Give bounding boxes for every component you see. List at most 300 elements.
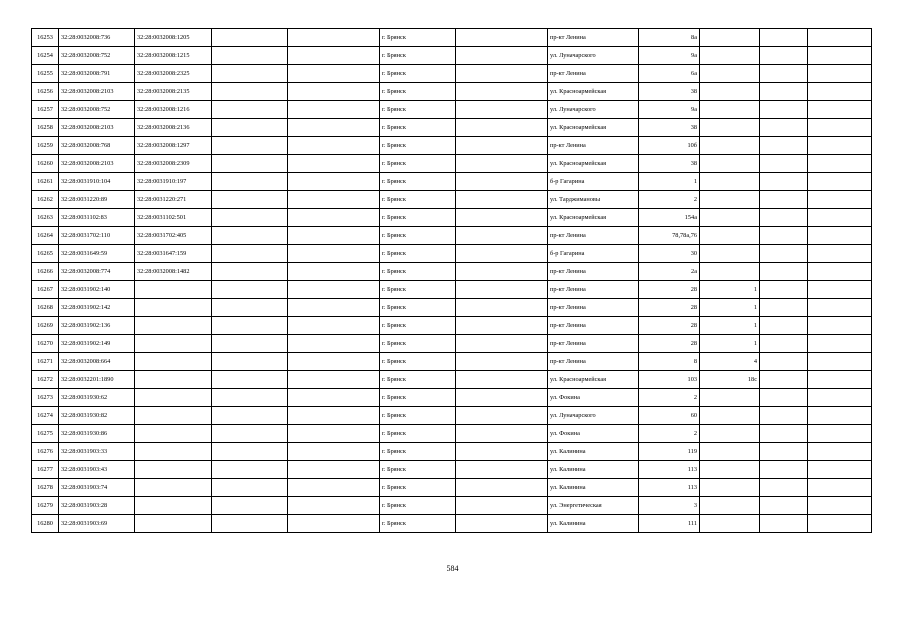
- street-cell: ул. Красноармейская: [548, 371, 639, 389]
- empty-cell: [760, 227, 808, 245]
- building-cell: 1: [700, 335, 760, 353]
- cadastral-number-cell: 32:28:0031649:59: [59, 245, 135, 263]
- building-cell: [700, 443, 760, 461]
- street-cell: пр-кт Ленина: [548, 263, 639, 281]
- parent-cadastral-number-cell: 32:28:0032008:2325: [135, 65, 212, 83]
- empty-cell: [808, 515, 872, 533]
- empty-cell: [760, 389, 808, 407]
- city-cell: г. Брянск: [380, 173, 456, 191]
- cadastral-number-cell: 32:28:0031903:28: [59, 497, 135, 515]
- house-number-cell: 9а: [639, 101, 700, 119]
- empty-cell: [456, 209, 548, 227]
- house-number-cell: 113: [639, 461, 700, 479]
- street-cell: пр-кт Ленина: [548, 299, 639, 317]
- table-row: [32, 191, 872, 209]
- table-row: [32, 119, 872, 137]
- empty-cell: [808, 209, 872, 227]
- empty-cell: [456, 101, 548, 119]
- city-cell: г. Брянск: [380, 515, 456, 533]
- building-cell: [700, 191, 760, 209]
- empty-cell: [456, 299, 548, 317]
- empty-cell: [760, 299, 808, 317]
- building-cell: [700, 155, 760, 173]
- empty-cell: [808, 83, 872, 101]
- empty-cell: [456, 353, 548, 371]
- empty-cell: [808, 191, 872, 209]
- building-cell: [700, 29, 760, 47]
- cadastral-number-cell: 32:28:0031220:89: [59, 191, 135, 209]
- table-row: [32, 515, 872, 533]
- empty-cell: [456, 389, 548, 407]
- cadastral-number-cell: 32:28:0032008:791: [59, 65, 135, 83]
- cadastral-number-cell: 32:28:0031903:33: [59, 443, 135, 461]
- house-number-cell: 60: [639, 407, 700, 425]
- row-number-cell: 16259: [32, 137, 59, 155]
- empty-cell: [760, 425, 808, 443]
- table-row: [32, 83, 872, 101]
- empty-cell: [212, 101, 288, 119]
- empty-cell: [212, 371, 288, 389]
- empty-cell: [456, 407, 548, 425]
- parent-cadastral-number-cell: 32:28:0032008:1482: [135, 263, 212, 281]
- empty-cell: [288, 371, 380, 389]
- cadastral-table-sheet: [31, 28, 872, 533]
- table-row: [32, 245, 872, 263]
- city-cell: г. Брянск: [380, 245, 456, 263]
- cadastral-number-cell: 32:28:0031903:74: [59, 479, 135, 497]
- empty-cell: [456, 425, 548, 443]
- empty-cell: [808, 407, 872, 425]
- building-cell: 4: [700, 353, 760, 371]
- empty-cell: [808, 425, 872, 443]
- building-cell: [700, 389, 760, 407]
- building-cell: [700, 209, 760, 227]
- table-row: [32, 425, 872, 443]
- city-cell: г. Брянск: [380, 407, 456, 425]
- cadastral-number-cell: 32:28:0031910:104: [59, 173, 135, 191]
- house-number-cell: 28: [639, 299, 700, 317]
- city-cell: г. Брянск: [380, 263, 456, 281]
- empty-cell: [808, 227, 872, 245]
- street-cell: пр-кт Ленина: [548, 227, 639, 245]
- empty-cell: [808, 173, 872, 191]
- building-cell: [700, 263, 760, 281]
- street-cell: ул. Фокина: [548, 389, 639, 407]
- street-cell: ул. Красноармейская: [548, 83, 639, 101]
- building-cell: 1: [700, 317, 760, 335]
- empty-cell: [808, 299, 872, 317]
- table-row: [32, 227, 872, 245]
- row-number-cell: 16258: [32, 119, 59, 137]
- empty-cell: [212, 209, 288, 227]
- table-row: [32, 371, 872, 389]
- table-row: [32, 155, 872, 173]
- empty-cell: [288, 389, 380, 407]
- street-cell: ул. Фокина: [548, 425, 639, 443]
- empty-cell: [760, 65, 808, 83]
- street-cell: пр-кт Ленина: [548, 137, 639, 155]
- cadastral-number-cell: 32:28:0031902:149: [59, 335, 135, 353]
- table-row: [32, 173, 872, 191]
- cadastral-number-cell: 32:28:0032008:664: [59, 353, 135, 371]
- empty-cell: [288, 299, 380, 317]
- parent-cadastral-number-cell: [135, 407, 212, 425]
- cadastral-number-cell: 32:28:0032201:1890: [59, 371, 135, 389]
- building-cell: [700, 83, 760, 101]
- empty-cell: [456, 191, 548, 209]
- parent-cadastral-number-cell: 32:28:0032008:2309: [135, 155, 212, 173]
- building-cell: [700, 101, 760, 119]
- house-number-cell: 3: [639, 497, 700, 515]
- parent-cadastral-number-cell: 32:28:0032008:1205: [135, 29, 212, 47]
- street-cell: б-р Гагарина: [548, 173, 639, 191]
- empty-cell: [808, 317, 872, 335]
- street-cell: ул. Калинина: [548, 515, 639, 533]
- row-number-cell: 16255: [32, 65, 59, 83]
- house-number-cell: 154а: [639, 209, 700, 227]
- city-cell: г. Брянск: [380, 29, 456, 47]
- street-cell: ул. Луначарского: [548, 47, 639, 65]
- parent-cadastral-number-cell: [135, 461, 212, 479]
- empty-cell: [760, 407, 808, 425]
- empty-cell: [456, 443, 548, 461]
- city-cell: г. Брянск: [380, 137, 456, 155]
- empty-cell: [288, 515, 380, 533]
- house-number-cell: 10б: [639, 137, 700, 155]
- city-cell: г. Брянск: [380, 353, 456, 371]
- row-number-cell: 16274: [32, 407, 59, 425]
- empty-cell: [288, 29, 380, 47]
- empty-cell: [760, 101, 808, 119]
- building-cell: [700, 47, 760, 65]
- row-number-cell: 16262: [32, 191, 59, 209]
- empty-cell: [288, 101, 380, 119]
- empty-cell: [212, 281, 288, 299]
- empty-cell: [288, 335, 380, 353]
- house-number-cell: 78,78а,76: [639, 227, 700, 245]
- table-row: [32, 209, 872, 227]
- empty-cell: [212, 263, 288, 281]
- parent-cadastral-number-cell: [135, 443, 212, 461]
- house-number-cell: 103: [639, 371, 700, 389]
- empty-cell: [760, 281, 808, 299]
- empty-cell: [760, 83, 808, 101]
- row-number-cell: 16253: [32, 29, 59, 47]
- building-cell: 1: [700, 281, 760, 299]
- house-number-cell: 6а: [639, 65, 700, 83]
- city-cell: г. Брянск: [380, 299, 456, 317]
- empty-cell: [212, 227, 288, 245]
- city-cell: г. Брянск: [380, 191, 456, 209]
- building-cell: [700, 461, 760, 479]
- empty-cell: [760, 479, 808, 497]
- street-cell: ул. Тарджимановы: [548, 191, 639, 209]
- house-number-cell: 38: [639, 155, 700, 173]
- empty-cell: [212, 443, 288, 461]
- empty-cell: [212, 173, 288, 191]
- empty-cell: [212, 29, 288, 47]
- empty-cell: [808, 479, 872, 497]
- page-number: 584: [446, 564, 459, 573]
- building-cell: [700, 137, 760, 155]
- parent-cadastral-number-cell: 32:28:0031647:159: [135, 245, 212, 263]
- cadastral-number-cell: 32:28:0032008:2103: [59, 155, 135, 173]
- row-number-cell: 16277: [32, 461, 59, 479]
- empty-cell: [456, 263, 548, 281]
- parent-cadastral-number-cell: 32:28:0032008:1216: [135, 101, 212, 119]
- empty-cell: [288, 191, 380, 209]
- house-number-cell: 38: [639, 119, 700, 137]
- house-number-cell: 1: [639, 173, 700, 191]
- house-number-cell: 8а: [639, 29, 700, 47]
- empty-cell: [288, 209, 380, 227]
- empty-cell: [760, 335, 808, 353]
- empty-cell: [760, 443, 808, 461]
- cadastral-number-cell: 32:28:0031903:69: [59, 515, 135, 533]
- street-cell: пр-кт Ленина: [548, 29, 639, 47]
- empty-cell: [456, 47, 548, 65]
- street-cell: б-р Гагарина: [548, 245, 639, 263]
- empty-cell: [212, 155, 288, 173]
- parent-cadastral-number-cell: [135, 299, 212, 317]
- cadastral-number-cell: 32:28:0031930:62: [59, 389, 135, 407]
- cadastral-number-cell: 32:28:0031930:86: [59, 425, 135, 443]
- empty-cell: [760, 497, 808, 515]
- empty-cell: [456, 461, 548, 479]
- parent-cadastral-number-cell: [135, 515, 212, 533]
- table-row: [32, 29, 872, 47]
- empty-cell: [212, 353, 288, 371]
- parent-cadastral-number-cell: 32:28:0032008:1297: [135, 137, 212, 155]
- table-row: [32, 299, 872, 317]
- cadastral-number-cell: 32:28:0032008:2103: [59, 83, 135, 101]
- empty-cell: [808, 155, 872, 173]
- empty-cell: [456, 227, 548, 245]
- empty-cell: [456, 155, 548, 173]
- house-number-cell: 38: [639, 83, 700, 101]
- house-number-cell: 28: [639, 317, 700, 335]
- row-number-cell: 16266: [32, 263, 59, 281]
- table-row: [32, 263, 872, 281]
- empty-cell: [288, 173, 380, 191]
- empty-cell: [456, 371, 548, 389]
- row-number-cell: 16260: [32, 155, 59, 173]
- empty-cell: [288, 65, 380, 83]
- cadastral-number-cell: 32:28:0032008:752: [59, 47, 135, 65]
- empty-cell: [212, 479, 288, 497]
- empty-cell: [808, 119, 872, 137]
- row-number-cell: 16254: [32, 47, 59, 65]
- table-row: [32, 281, 872, 299]
- parent-cadastral-number-cell: [135, 317, 212, 335]
- city-cell: г. Брянск: [380, 317, 456, 335]
- city-cell: г. Брянск: [380, 155, 456, 173]
- cadastral-number-cell: 32:28:0031702:110: [59, 227, 135, 245]
- empty-cell: [212, 65, 288, 83]
- empty-cell: [288, 281, 380, 299]
- table-row: [32, 317, 872, 335]
- house-number-cell: 2: [639, 191, 700, 209]
- empty-cell: [760, 353, 808, 371]
- empty-cell: [212, 461, 288, 479]
- row-number-cell: 16279: [32, 497, 59, 515]
- empty-cell: [760, 173, 808, 191]
- street-cell: ул. Красноармейская: [548, 119, 639, 137]
- city-cell: г. Брянск: [380, 281, 456, 299]
- empty-cell: [212, 47, 288, 65]
- street-cell: ул. Калинина: [548, 479, 639, 497]
- building-cell: [700, 515, 760, 533]
- empty-cell: [288, 155, 380, 173]
- empty-cell: [808, 443, 872, 461]
- row-number-cell: 16276: [32, 443, 59, 461]
- empty-cell: [808, 29, 872, 47]
- city-cell: г. Брянск: [380, 65, 456, 83]
- empty-cell: [456, 65, 548, 83]
- parent-cadastral-number-cell: 32:28:0031702:405: [135, 227, 212, 245]
- cadastral-number-cell: 32:28:0031102:83: [59, 209, 135, 227]
- parent-cadastral-number-cell: 32:28:0032008:2135: [135, 83, 212, 101]
- empty-cell: [808, 335, 872, 353]
- empty-cell: [456, 119, 548, 137]
- empty-cell: [288, 407, 380, 425]
- parent-cadastral-number-cell: [135, 479, 212, 497]
- row-number-cell: 16269: [32, 317, 59, 335]
- parent-cadastral-number-cell: 32:28:0031220:271: [135, 191, 212, 209]
- empty-cell: [760, 263, 808, 281]
- cadastral-number-cell: 32:28:0031902:136: [59, 317, 135, 335]
- row-number-cell: 16256: [32, 83, 59, 101]
- empty-cell: [212, 317, 288, 335]
- building-cell: [700, 479, 760, 497]
- cadastral-number-cell: 32:28:0031930:82: [59, 407, 135, 425]
- street-cell: ул. Энергетическая: [548, 497, 639, 515]
- table-body: [32, 29, 872, 533]
- empty-cell: [808, 101, 872, 119]
- parent-cadastral-number-cell: 32:28:0032008:1215: [135, 47, 212, 65]
- house-number-cell: 2а: [639, 263, 700, 281]
- house-number-cell: 30: [639, 245, 700, 263]
- cadastral-number-cell: 32:28:0032008:752: [59, 101, 135, 119]
- empty-cell: [760, 317, 808, 335]
- cadastral-table: [31, 28, 872, 533]
- empty-cell: [456, 317, 548, 335]
- building-cell: [700, 227, 760, 245]
- city-cell: г. Брянск: [380, 389, 456, 407]
- city-cell: г. Брянск: [380, 101, 456, 119]
- empty-cell: [456, 497, 548, 515]
- street-cell: ул. Калинина: [548, 461, 639, 479]
- house-number-cell: 113: [639, 479, 700, 497]
- table-row: [32, 407, 872, 425]
- empty-cell: [212, 299, 288, 317]
- table-row: [32, 47, 872, 65]
- table-row: [32, 335, 872, 353]
- street-cell: ул. Красноармейская: [548, 209, 639, 227]
- house-number-cell: 2: [639, 425, 700, 443]
- empty-cell: [808, 461, 872, 479]
- row-number-cell: 16280: [32, 515, 59, 533]
- building-cell: [700, 119, 760, 137]
- parent-cadastral-number-cell: [135, 497, 212, 515]
- empty-cell: [456, 335, 548, 353]
- city-cell: г. Брянск: [380, 83, 456, 101]
- empty-cell: [288, 263, 380, 281]
- empty-cell: [212, 245, 288, 263]
- parent-cadastral-number-cell: [135, 389, 212, 407]
- parent-cadastral-number-cell: [135, 335, 212, 353]
- empty-cell: [808, 353, 872, 371]
- city-cell: г. Брянск: [380, 497, 456, 515]
- parent-cadastral-number-cell: [135, 281, 212, 299]
- house-number-cell: 8: [639, 353, 700, 371]
- table-row: [32, 101, 872, 119]
- parent-cadastral-number-cell: [135, 371, 212, 389]
- street-cell: пр-кт Ленина: [548, 65, 639, 83]
- empty-cell: [288, 83, 380, 101]
- empty-cell: [760, 119, 808, 137]
- empty-cell: [760, 155, 808, 173]
- empty-cell: [288, 137, 380, 155]
- empty-cell: [288, 245, 380, 263]
- empty-cell: [456, 245, 548, 263]
- table-row: [32, 461, 872, 479]
- street-cell: пр-кт Ленина: [548, 335, 639, 353]
- table-row: [32, 497, 872, 515]
- parent-cadastral-number-cell: [135, 425, 212, 443]
- cadastral-number-cell: 32:28:0032008:774: [59, 263, 135, 281]
- empty-cell: [212, 191, 288, 209]
- empty-cell: [760, 137, 808, 155]
- city-cell: г. Брянск: [380, 47, 456, 65]
- cadastral-number-cell: 32:28:0032008:768: [59, 137, 135, 155]
- empty-cell: [760, 29, 808, 47]
- building-cell: [700, 245, 760, 263]
- empty-cell: [288, 461, 380, 479]
- building-cell: [700, 425, 760, 443]
- table-row: [32, 443, 872, 461]
- empty-cell: [212, 137, 288, 155]
- row-number-cell: 16265: [32, 245, 59, 263]
- empty-cell: [212, 425, 288, 443]
- row-number-cell: 16271: [32, 353, 59, 371]
- empty-cell: [760, 209, 808, 227]
- empty-cell: [808, 281, 872, 299]
- city-cell: г. Брянск: [380, 371, 456, 389]
- building-cell: [700, 65, 760, 83]
- empty-cell: [760, 515, 808, 533]
- table-row: [32, 389, 872, 407]
- building-cell: [700, 173, 760, 191]
- city-cell: г. Брянск: [380, 479, 456, 497]
- empty-cell: [456, 173, 548, 191]
- empty-cell: [808, 47, 872, 65]
- empty-cell: [760, 47, 808, 65]
- empty-cell: [456, 29, 548, 47]
- table-row: [32, 353, 872, 371]
- building-cell: [700, 497, 760, 515]
- parent-cadastral-number-cell: 32:28:0031102:501: [135, 209, 212, 227]
- empty-cell: [288, 497, 380, 515]
- cadastral-number-cell: 32:28:0031902:142: [59, 299, 135, 317]
- parent-cadastral-number-cell: 32:28:0032008:2136: [135, 119, 212, 137]
- cadastral-number-cell: 32:28:0032008:736: [59, 29, 135, 47]
- cadastral-number-cell: 32:28:0031903:43: [59, 461, 135, 479]
- house-number-cell: 28: [639, 335, 700, 353]
- empty-cell: [808, 497, 872, 515]
- cadastral-number-cell: 32:28:0031902:140: [59, 281, 135, 299]
- empty-cell: [808, 389, 872, 407]
